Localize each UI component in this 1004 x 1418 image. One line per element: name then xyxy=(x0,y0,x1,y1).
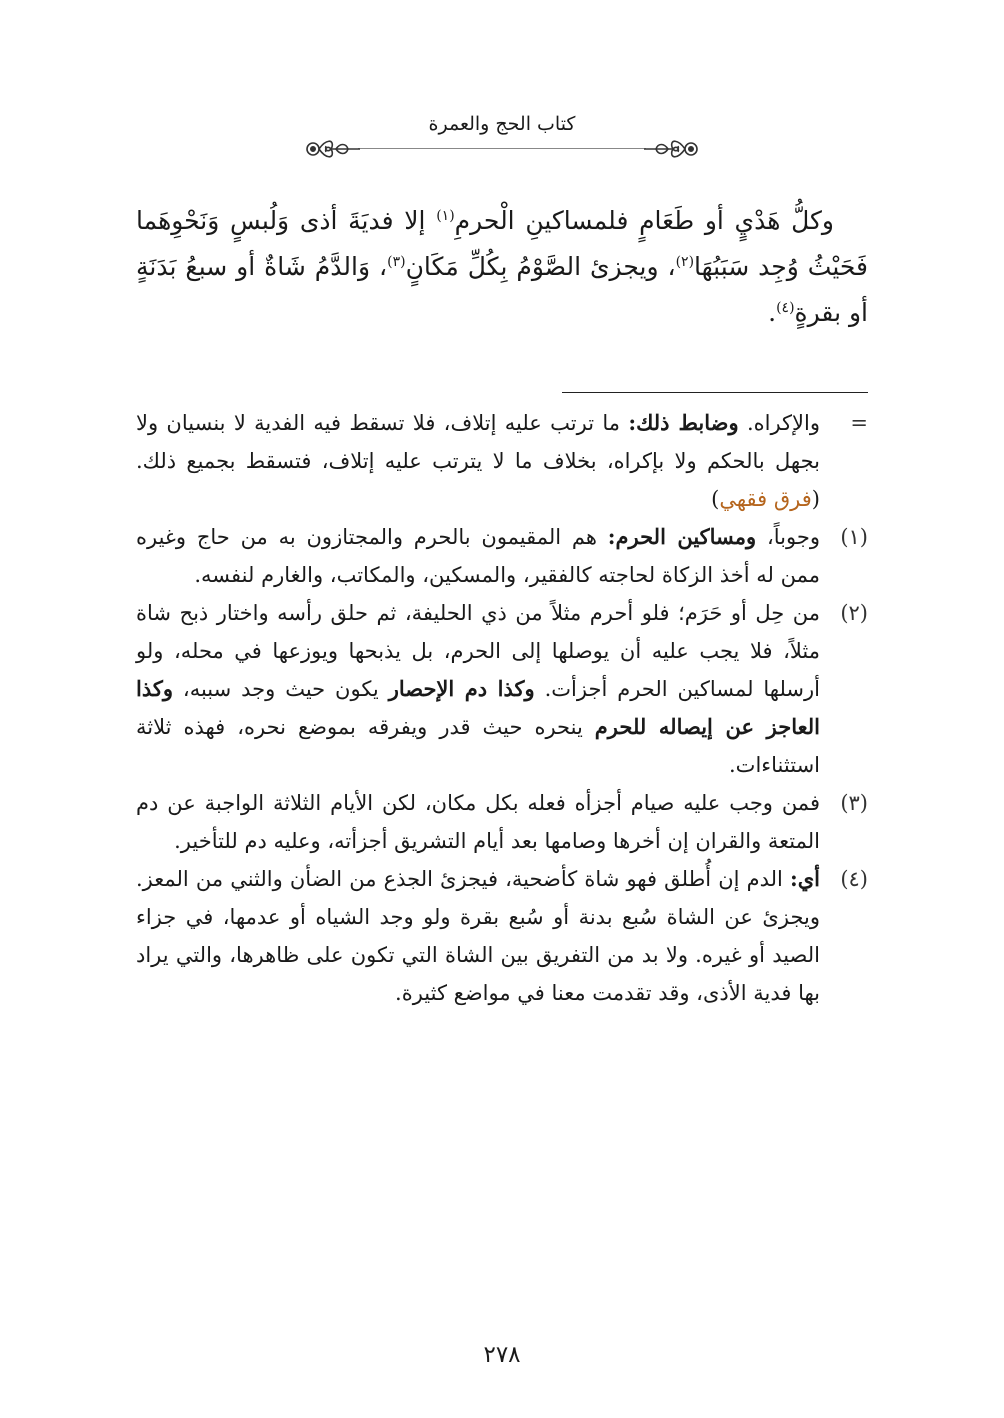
main-paragraph: وكلُّ هَدْيٍ أو طَعَامٍ فلمساكينِ الْحرمِ$^{(١)}$ إلا فديَةَ أذى وَلُبسٍ وَنَحْوِهَما فَحَيْثُ وُجِد سَبَبُهَا$^{(٢)}$، ويجزئ الصَّوْمُ بِكُلِّ مَكَانٍ$^{(٣)}$، وَالدَّمُ شَاةٌ أو سبعُ بَدَنَةٍ أو بقرةٍ$^{(٤)}$. xyxy=(136,206,868,327)
footnote-marker: (٢) xyxy=(840,601,868,625)
page-number: ٢٧٨ xyxy=(483,1342,521,1368)
footnote-separator xyxy=(562,392,868,393)
running-header xyxy=(300,112,704,172)
footnotes xyxy=(136,404,868,1012)
footnote-marker: (٤) xyxy=(840,867,868,891)
footnote-ref-2[interactable]: (٢) xyxy=(675,254,695,270)
header-rule xyxy=(358,148,646,149)
footnote-marker: (١) xyxy=(840,525,868,549)
ornament-left-icon xyxy=(302,136,362,162)
ornament-right-icon xyxy=(642,136,702,162)
footnote-2: (٢) من حِل أو حَرَم؛ فلو أحرم مثلاً من ذي الحليفة، ثم حلق رأسه واختار ذبح شاة مثلاً، فلا يجب عليه أن يوصلها إلى الحرم، بل يذبحها ويوزعها في محله، ولو أرسلها لمساكين الحرم أجزأت. وكذا دم الإحصار يكون حيث وجد سببه، وكذا العاجز عن إيصاله للحرم ينحره حيث قدر ويفرقه بموضع نحره، فهذه ثلاثة استثناءات. xyxy=(136,594,868,784)
header-title: كتاب الحج والعمرة xyxy=(428,113,576,135)
footnote-marker: = xyxy=(850,411,868,435)
footnote-marker: (٣) xyxy=(840,791,868,815)
footnote-ref-1[interactable]: (١) xyxy=(436,208,455,224)
main-text xyxy=(136,198,868,336)
footnote-ref-4[interactable]: (٤) xyxy=(776,300,795,316)
topic-tag: فرق فقهي xyxy=(719,487,812,511)
footnote-ref-3[interactable]: (٣) xyxy=(387,254,406,270)
footnote-3: (٣) فمن وجب عليه صيام أجزأه فعله بكل مكان، لكن الأيام الثلاثة الواجبة عن دم المتعة والقران إن أخرها وصامها بعد أيام التشريق أجزأته، وعليه دم للتأخير. xyxy=(136,784,868,860)
footnote-1: (١) وجوباً، ومساكين الحرم: هم المقيمون بالحرم والمجتازون به من حاج وغيره ممن له أخذ الزكاة لحاجته كالفقير، والمسكين، والمكاتب، والغارم لنفسه. xyxy=(136,518,868,594)
footnote-4: (٤) أي: الدم إن أُطلق فهو شاة كأضحية، فيجزئ الجذع من الضأن والثني من المعز. ويجزئ عن الشاة سُبع بدنة أو سُبع بقرة ولو وجد الشياه أو عدمها، في جزاء الصيد أو غيره. ولا بد من التفريق بين الشاة التي تكون على ظاهرها، والتي يراد بها فدية الأذى، وقد تقدمت معنا في مواضع كثيرة. xyxy=(136,860,868,1012)
footnote-continuation: = والإكراه. وضابط ذلك: ما ترتب عليه إتلاف، فلا تسقط فيه الفدية لا بنسيان ولا بجهل بالحكم ولا بإكراه، بخلاف ما لا يترتب عليه إتلاف، فتسقط بجميع ذلك. (فرق فقهي) xyxy=(136,404,868,518)
